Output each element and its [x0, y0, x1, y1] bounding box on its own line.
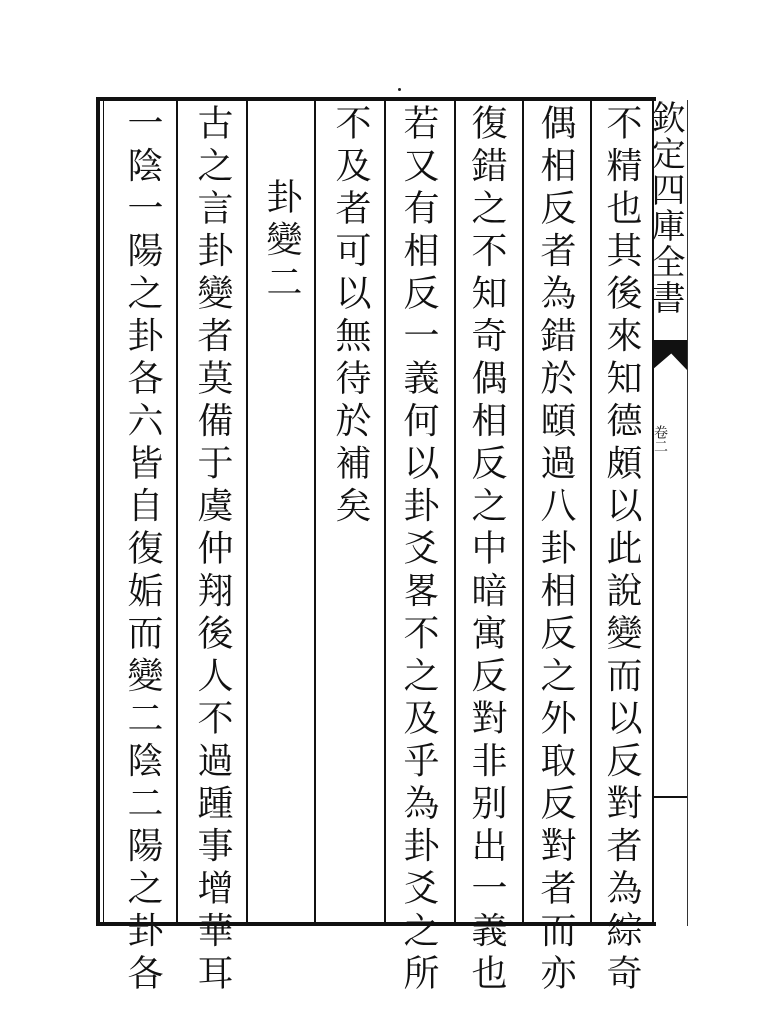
text-column-8: 一陰一陽之卦各六皆自復姤而變二陰二陽之卦各 — [122, 104, 163, 997]
text-column-4: 若又有相反一義何以卦爻畧不之及乎為卦爻之所 — [398, 104, 439, 997]
column-rule — [384, 101, 386, 922]
frame-left-inner-border — [103, 101, 104, 922]
column-rule — [246, 101, 248, 922]
text-column-3: 復錯之不知奇偶相反之中暗寓反對非别出一義也 — [466, 104, 507, 997]
frame-left-border — [96, 97, 100, 926]
column-rule — [522, 101, 524, 922]
fore-edge-outer-border — [687, 100, 688, 926]
column-rule — [314, 101, 316, 922]
text-column-5: 不及者可以無待於補矣 — [330, 104, 371, 529]
column-rule — [454, 101, 456, 922]
ink-speck — [398, 88, 401, 91]
text-column-7: 古之言卦變者莫備于虞仲翔後人不過踵事增華耳 — [192, 104, 233, 997]
frame-top-border — [96, 97, 656, 101]
fishtail-icon — [652, 340, 687, 370]
column-rule — [176, 101, 178, 922]
fore-edge-title: 欽定四庫全書 — [645, 100, 685, 316]
text-column-1: 不精也其後來知德頗以此說變而以反對者為綜奇 — [601, 104, 642, 997]
section-heading: 卦變二 — [261, 178, 302, 306]
column-rule — [590, 101, 592, 922]
fore-edge-juan-label: 卷二 — [652, 425, 668, 453]
fore-edge-mark — [652, 796, 687, 798]
text-column-2: 偶相反者為錯於頤過八卦相反之外取反對者而亦 — [535, 104, 576, 997]
